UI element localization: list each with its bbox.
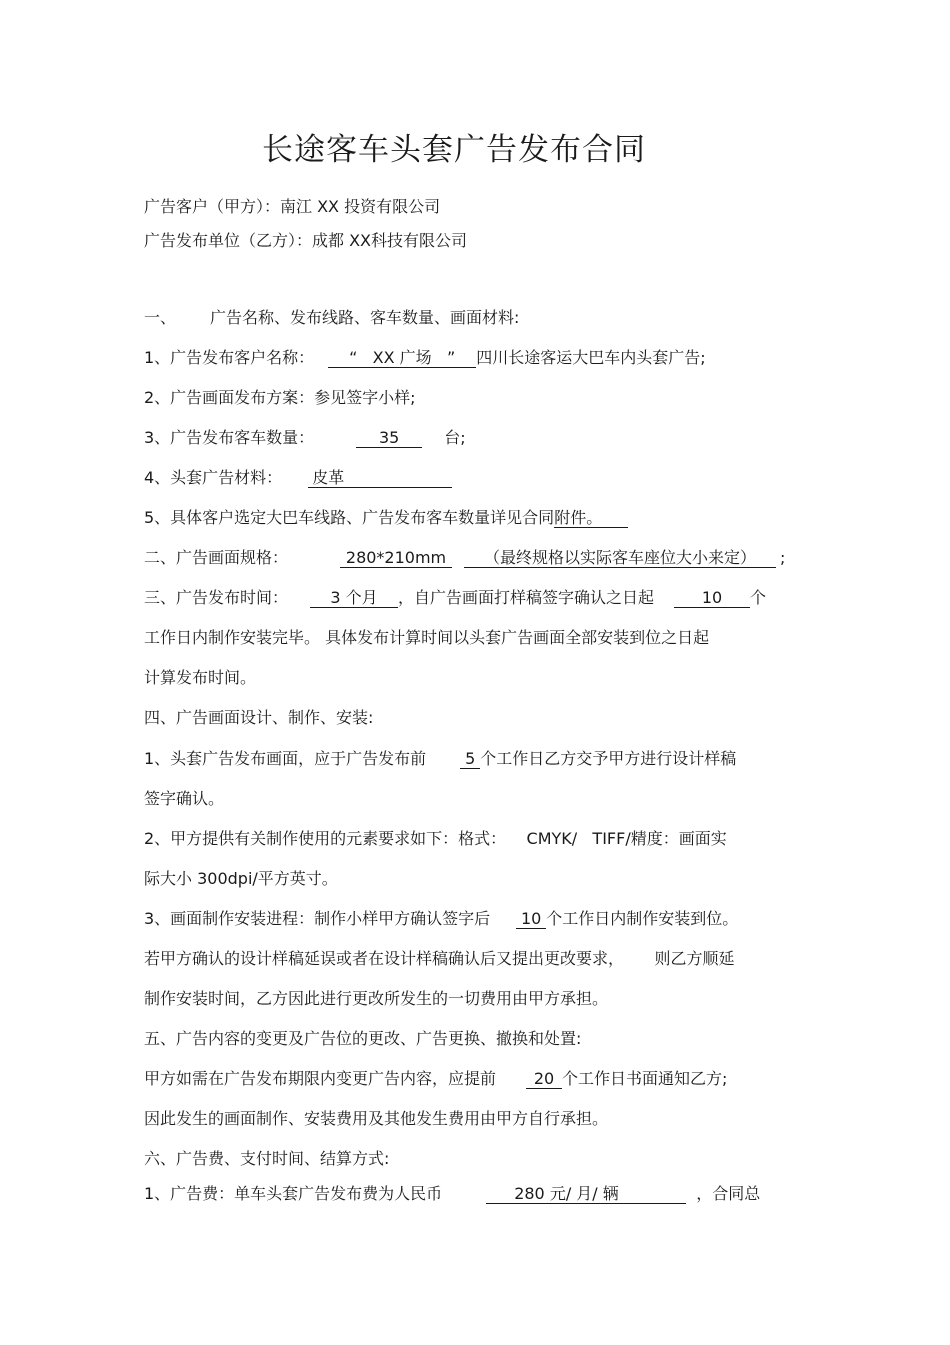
item-1-4-line: 4、头套广告材料： 皮革 — [144, 467, 452, 489]
section-5-line-2: 因此发生的画面制作、安装费用及其他发生费用由甲方自行承担。 — [144, 1109, 609, 1128]
notice-days-field: 20 — [526, 1069, 562, 1089]
section-5-line-1: 甲方如需在广告发布期限内变更广告内容，应提前 20 个工作日书面通知乙方; — [144, 1069, 728, 1088]
item-4-2-line-2: 际大小 300dpi/平方英寸。 — [144, 869, 338, 888]
item-4-2-line: 2、甲方提供有关制作使用的元素要求如下：格式： CMYK/ TIFF/精度：画面实 — [144, 829, 727, 848]
item-4-3-line-3: 制作安装时间，乙方因此进行更改所发生的一切费用由甲方承担。 — [144, 989, 609, 1008]
item-4-3-line: 3、画面制作安装进程：制作小样甲方确认签字后 10 个工作日内制作安装到位。 — [144, 909, 739, 928]
production-days-field: 10 — [516, 909, 546, 929]
bus-count-field: 35 — [356, 428, 422, 448]
section-3-line-1: 三、广告发布时间： 3 个月 ，自广告画面打样稿签字确认之日起 10 个 — [144, 588, 767, 607]
section-2-line: 二、广告画面规格： 280*210mm （最终规格以实际客车座位大小来定） ; — [144, 548, 786, 567]
publisher-party-line: 广告发布单位（乙方）：成都 XX科技有限公司 — [144, 231, 468, 250]
client-name-field: “ XX 广场 ” — [328, 348, 476, 368]
item-6-1-line: 1、广告费：单车头套广告发布费为人民币 280 元/ 月/ 辆 ，合同总 — [144, 1184, 761, 1203]
material-field: 皮革 — [308, 468, 452, 488]
section-5-heading: 五、广告内容的变更及广告位的更改、广告更换、撤换和处置: — [144, 1029, 582, 1048]
section-4-heading: 四、广告画面设计、制作、安装: — [144, 708, 374, 727]
attachment-field: 附件。 — [554, 508, 628, 528]
design-days-field: 5 — [460, 749, 480, 769]
item-1-1-line: 1、广告发布客户名称： “ XX 广场 ” 四川长途客运大巴车内头套广告; — [144, 348, 706, 367]
publish-period-field: 3 个月 — [310, 588, 398, 608]
item-1-2-line: 2、广告画面发布方案：参见签字小样; — [144, 388, 416, 407]
install-days-field: 10 — [674, 588, 750, 608]
ad-size-field: 280*210mm — [340, 548, 452, 568]
document-title: 长途客车头套广告发布合同 — [262, 132, 646, 168]
section-6-heading: 六、广告费、支付时间、结算方式: — [144, 1149, 390, 1168]
ad-size-note: （最终规格以实际客车座位大小来定） — [464, 548, 776, 568]
item-1-3-line: 3、广告发布客车数量： 35 台; — [144, 428, 466, 447]
section-3-line-3: 计算发布时间。 — [144, 668, 257, 687]
item-1-5-line: 5、具体客户选定大巴车线路、广告发布客车数量详见合同附件。 — [144, 507, 628, 529]
ad-fee-field: 280 元/ 月/ 辆 — [486, 1184, 686, 1204]
item-4-1-line-2: 签字确认。 — [144, 789, 225, 808]
client-party-line: 广告客户（甲方）：南江 XX 投资有限公司 — [144, 197, 441, 216]
item-4-3-line-2: 若甲方确认的设计样稿延误或者在设计样稿确认后又提出更改要求， 则乙方顺延 — [144, 949, 735, 968]
item-4-1-line: 1、头套广告发布画面，应于广告发布前 5 个工作日乙方交予甲方进行设计样稿 — [144, 749, 737, 768]
section-1-heading — [144, 307, 519, 329]
section-3-line-2: 工作日内制作安装完毕。 具体发布计算时间以头套广告画面全部安装到位之日起 — [144, 628, 710, 647]
section-1-number: 一、 — [144, 308, 177, 327]
section-1-title: 广告名称、发布线路、客车数量、画面材料: — [210, 308, 520, 327]
